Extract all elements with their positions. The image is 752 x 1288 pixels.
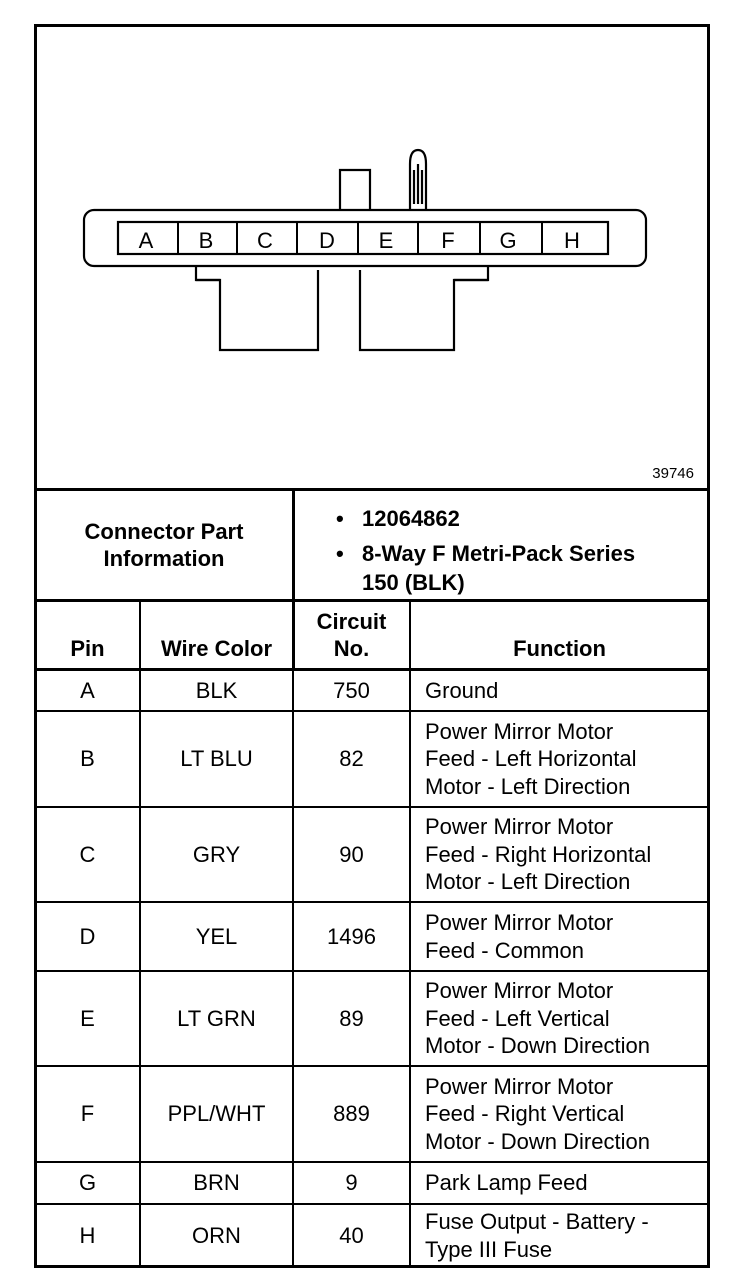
connector-info-details bbox=[296, 504, 706, 597]
function-line: Power Mirror Motor bbox=[425, 718, 614, 744]
header-circuit bbox=[294, 602, 409, 668]
connector-type-line2: 150 (BLK) bbox=[362, 570, 465, 595]
function-line: Ground bbox=[425, 677, 499, 703]
pin-letter-d: D bbox=[319, 228, 335, 253]
cell-wire-color: GRY bbox=[192, 841, 241, 867]
cell-pin: G bbox=[78, 1170, 97, 1195]
connector-info-title-line2: Information bbox=[103, 546, 225, 571]
pin-letter-f: F bbox=[441, 228, 455, 253]
cell-pin: B bbox=[80, 746, 95, 771]
pin-letter-c: C bbox=[257, 228, 273, 253]
cell-circuit: 1496 bbox=[327, 923, 376, 949]
cell-pin: D bbox=[79, 923, 96, 949]
header-pin: Pin bbox=[70, 636, 105, 661]
connector-body bbox=[84, 210, 646, 266]
pin-letter-a: A bbox=[138, 228, 154, 253]
cell-circuit: 9 bbox=[345, 1170, 358, 1195]
function-line: Fuse Output - Battery - bbox=[425, 1209, 649, 1234]
function-line: Motor - Left Direction bbox=[425, 869, 631, 895]
cell-function bbox=[411, 671, 708, 710]
figure-number: 39746 bbox=[652, 465, 694, 482]
function-line: Feed - Right Vertical bbox=[425, 1101, 625, 1127]
pin-letter-e: E bbox=[378, 228, 394, 253]
part-number-bullet bbox=[296, 504, 706, 533]
connector-info-title-line1: Connector Part bbox=[84, 519, 244, 544]
function-line: Feed - Left Horizontal bbox=[425, 746, 637, 772]
cell-function bbox=[411, 1205, 708, 1266]
pin-letter-b: B bbox=[198, 228, 214, 253]
bullet-icon: • bbox=[336, 541, 344, 566]
function-line: Motor - Down Direction bbox=[425, 1128, 650, 1154]
cell-wire-color: LT BLU bbox=[180, 746, 253, 771]
cell-circuit: 40 bbox=[339, 1222, 364, 1248]
cell-circuit: 750 bbox=[333, 677, 370, 703]
cell-circuit: 90 bbox=[339, 841, 364, 867]
pin-letter-g: G bbox=[499, 228, 517, 253]
pin-letter-h: H bbox=[564, 228, 580, 253]
function-line: Feed - Left Vertical bbox=[425, 1005, 610, 1031]
cell-pin: A bbox=[80, 677, 95, 703]
function-line: Power Mirror Motor bbox=[425, 978, 614, 1004]
cell-wire-color: ORN bbox=[192, 1222, 241, 1248]
top-tab bbox=[340, 170, 370, 210]
function-line: Power Mirror Motor bbox=[425, 814, 614, 840]
cell-circuit: 82 bbox=[339, 746, 364, 771]
cell-pin: C bbox=[79, 841, 96, 867]
function-line: Motor - Down Direction bbox=[425, 1033, 650, 1059]
function-line: Motor - Left Direction bbox=[425, 773, 631, 799]
part-number: 12064862 bbox=[362, 506, 460, 531]
pin-strip bbox=[118, 222, 608, 254]
cell-function bbox=[411, 712, 708, 806]
lower-right-boss bbox=[360, 266, 488, 350]
cell-wire-color: YEL bbox=[195, 923, 238, 949]
function-line: Power Mirror Motor bbox=[425, 1073, 614, 1099]
cell-pin: H bbox=[79, 1222, 96, 1248]
header-circuit-line1: Circuit bbox=[316, 609, 387, 634]
cell-wire-color: BRN bbox=[193, 1170, 240, 1195]
function-line: Power Mirror Motor bbox=[425, 910, 614, 935]
connector-info-title bbox=[36, 491, 292, 599]
cell-function bbox=[411, 903, 708, 970]
function-line: Feed - Common bbox=[425, 937, 584, 963]
cell-function bbox=[411, 808, 708, 901]
bullet-icon: • bbox=[336, 506, 344, 531]
cell-pin: E bbox=[80, 1005, 95, 1031]
header-function: Function bbox=[513, 636, 606, 661]
cell-wire-color: LT GRN bbox=[177, 1005, 256, 1031]
cell-function bbox=[411, 1067, 708, 1161]
cell-wire-color: BLK bbox=[195, 677, 238, 703]
cell-pin: F bbox=[80, 1101, 95, 1126]
function-line: Feed - Right Horizontal bbox=[425, 841, 652, 867]
cell-circuit: 89 bbox=[339, 1005, 364, 1031]
function-line: Park Lamp Feed bbox=[425, 1170, 588, 1196]
cell-wire-color: PPL/WHT bbox=[167, 1101, 266, 1126]
connector-diagram bbox=[34, 24, 710, 490]
connector-type-bullet bbox=[296, 539, 706, 597]
connector-type-line1: 8-Way F Metri-Pack Series bbox=[362, 541, 636, 566]
cell-function bbox=[411, 1163, 708, 1203]
header-wire-color: Wire Color bbox=[160, 636, 273, 661]
header-circuit-line2: No. bbox=[333, 636, 370, 661]
lower-left-boss bbox=[196, 266, 318, 350]
function-line: Type III Fuse bbox=[425, 1236, 553, 1262]
connector-drawing bbox=[34, 24, 710, 490]
cell-circuit: 889 bbox=[333, 1101, 370, 1126]
cell-function bbox=[411, 972, 708, 1065]
